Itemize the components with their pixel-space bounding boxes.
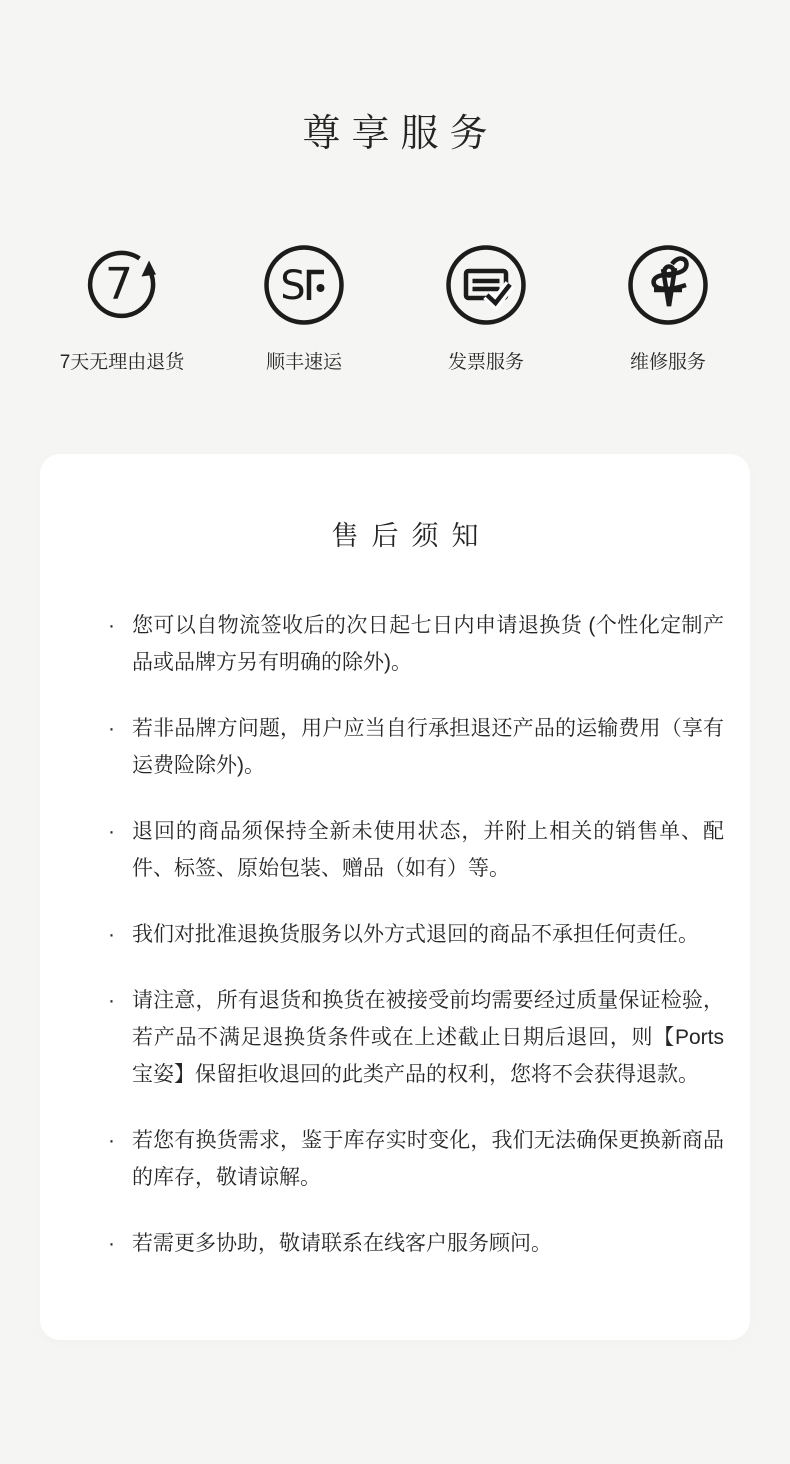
svg-text:S: S xyxy=(280,263,306,309)
return-7-days-icon xyxy=(80,243,164,327)
bullet-dot: · xyxy=(108,1232,115,1255)
notice-item-text: 若需更多协助，敬请联系在线客户服务顾问。 xyxy=(132,1232,552,1255)
notice-item xyxy=(106,982,724,1093)
page-title: 尊享服务 xyxy=(302,113,499,155)
notice-item xyxy=(106,1122,724,1196)
notice-item-text: 退回的商品须保持全新未使用状态，并附上相关的销售单、配件、标签、原始包装、赠品（如有）等。 xyxy=(132,820,724,880)
services-row xyxy=(0,243,790,374)
svg-text:7: 7 xyxy=(105,259,133,310)
service-item-return xyxy=(31,243,213,374)
notice-list xyxy=(84,607,726,1262)
notice-item-text: 我们对批准退换货服务以外方式退回的商品不承担任何责任。 xyxy=(132,923,699,946)
service-item-sf-express xyxy=(213,243,395,374)
bullet-dot: · xyxy=(108,717,115,740)
invoice-icon xyxy=(444,243,528,327)
repair-icon xyxy=(626,243,710,327)
notice-title: 售后须知 xyxy=(331,521,492,551)
notice-item-text: 请注意，所有退货和换货在被接受前均需要经过质量保证检验，若产品不满足退换货条件或在上述截止日期后退回，则【Ports 宝姿】保留拒收退回的此类产品的权利，您将不会获得退款。 xyxy=(132,989,724,1086)
notice-item xyxy=(106,1225,724,1262)
bullet-dot: · xyxy=(108,1129,115,1152)
service-label: 7天无理由退货 xyxy=(59,352,185,373)
service-item-invoice xyxy=(395,243,577,374)
bullet-dot: · xyxy=(108,989,115,1012)
notice-item xyxy=(106,916,724,953)
notice-item xyxy=(106,813,724,887)
sf-express-icon xyxy=(262,243,346,327)
service-label: 维修服务 xyxy=(629,352,706,373)
service-label: 顺丰速运 xyxy=(265,352,342,373)
notice-item xyxy=(106,607,724,681)
after-sales-notice-card xyxy=(40,454,750,1340)
service-item-repair xyxy=(577,243,759,374)
notice-item-text: 若您有换货需求，鉴于库存实时变化，我们无法确保更换新商品的库存，敬请谅解。 xyxy=(132,1129,724,1189)
service-label: 发票服务 xyxy=(447,352,524,373)
notice-item-text: 若非品牌方问题，用户应当自行承担退还产品的运输费用（享有运费险除外)。 xyxy=(132,717,724,777)
bullet-dot: · xyxy=(108,614,115,637)
notice-item-text: 您可以自物流签收后的次日起七日内申请退换货 (个性化定制产品或品牌方另有明确的除外)。 xyxy=(132,614,724,674)
bullet-dot: · xyxy=(108,820,115,843)
notice-item xyxy=(106,710,724,784)
bullet-dot: · xyxy=(108,923,115,946)
